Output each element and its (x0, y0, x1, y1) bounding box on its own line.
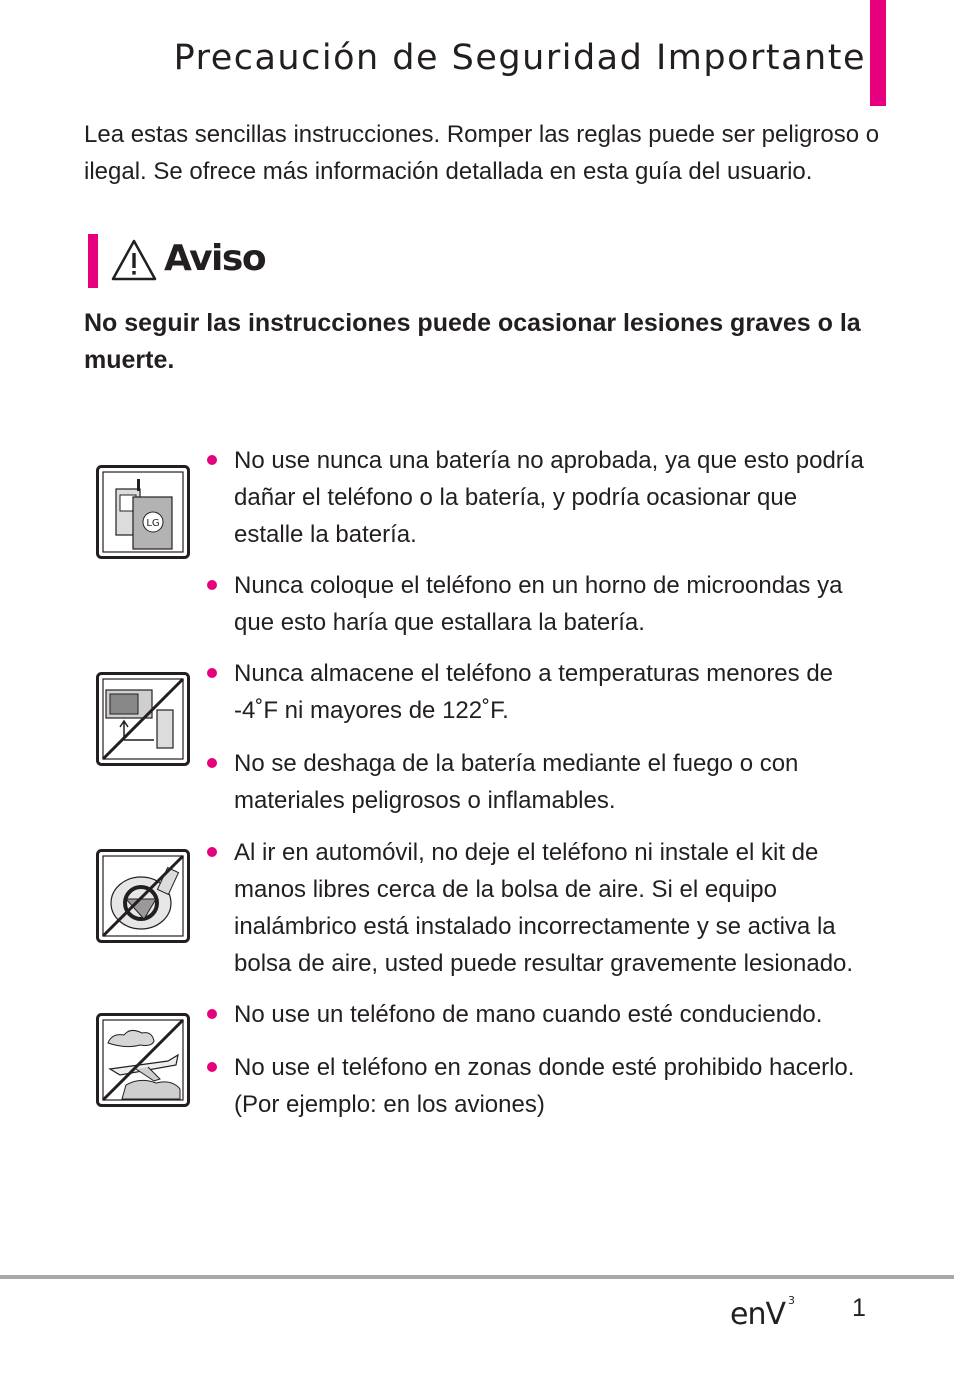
bullet-dot (207, 758, 217, 768)
no-airbag-icon (96, 849, 190, 943)
bullet-dot (207, 1009, 217, 1019)
list-item-text: Nunca coloque el teléfono en un horno de microondas ya que esto haría que estallara la batería. (234, 572, 843, 636)
no-airplane-icon (96, 1013, 190, 1107)
list-item (207, 442, 867, 553)
list-item (207, 655, 867, 729)
svg-text:LG: LG (146, 518, 160, 529)
page-number: 1 (852, 1294, 866, 1322)
aviso-heading: Aviso (164, 238, 266, 279)
warning-triangle-icon (110, 238, 158, 282)
warning-statement: No seguir las instrucciones puede ocasionar lesiones graves o la muerte. (84, 309, 861, 374)
bullet-dot (207, 668, 217, 678)
list-item (207, 996, 867, 1033)
list-item-text: Al ir en automóvil, no deje el teléfono ni instale el kit de manos libres cerca de la bolsa de aire. Si el equipo inalámbrico está instalado incorrectamente y se activa la bolsa de aire, usted puede resultar gravemente lesionado. (234, 839, 854, 977)
intro-paragraph: Lea estas sencillas instrucciones. Romper las reglas puede ser peligroso o ilegal. Se ofrece más información detallada en esta guía del usuario. (84, 121, 880, 185)
list-item-text: No use un teléfono de mano cuando esté conduciendo. (234, 1001, 823, 1028)
bullet-dot (207, 847, 217, 857)
footer-rule (0, 1275, 954, 1279)
list-item (207, 745, 867, 819)
bullet-dot (207, 455, 217, 465)
list-item (207, 834, 867, 982)
page-title: Precaución de Seguridad Importante (173, 38, 866, 78)
list-item (207, 567, 867, 641)
bullet-dot (207, 580, 217, 590)
brand-logo (730, 1290, 810, 1330)
list-item (207, 1049, 867, 1123)
battery-phone-icon (96, 465, 190, 559)
list-item-text: No use el teléfono en zonas donde esté prohibido hacerlo. (Por ejemplo: en los aviones) (234, 1054, 855, 1118)
brand-superscript: 3 (788, 1294, 795, 1307)
brand-text: enV (730, 1297, 785, 1330)
bullet-dot (207, 1062, 217, 1072)
list-item-text: No use nunca una batería no aprobada, ya que esto podría dañar el teléfono o la batería, y podría ocasionar que estalle la batería. (234, 447, 864, 548)
no-microwave-icon (96, 672, 190, 766)
aviso-accent-bar (88, 234, 98, 288)
list-item-text: No se deshaga de la batería mediante el fuego o con materiales peligrosos o inflamables. (234, 750, 799, 814)
list-item-text: Nunca almacene el teléfono a temperaturas menores de -4˚F ni mayores de 122˚F. (234, 660, 834, 724)
section-accent-bar (870, 0, 886, 106)
